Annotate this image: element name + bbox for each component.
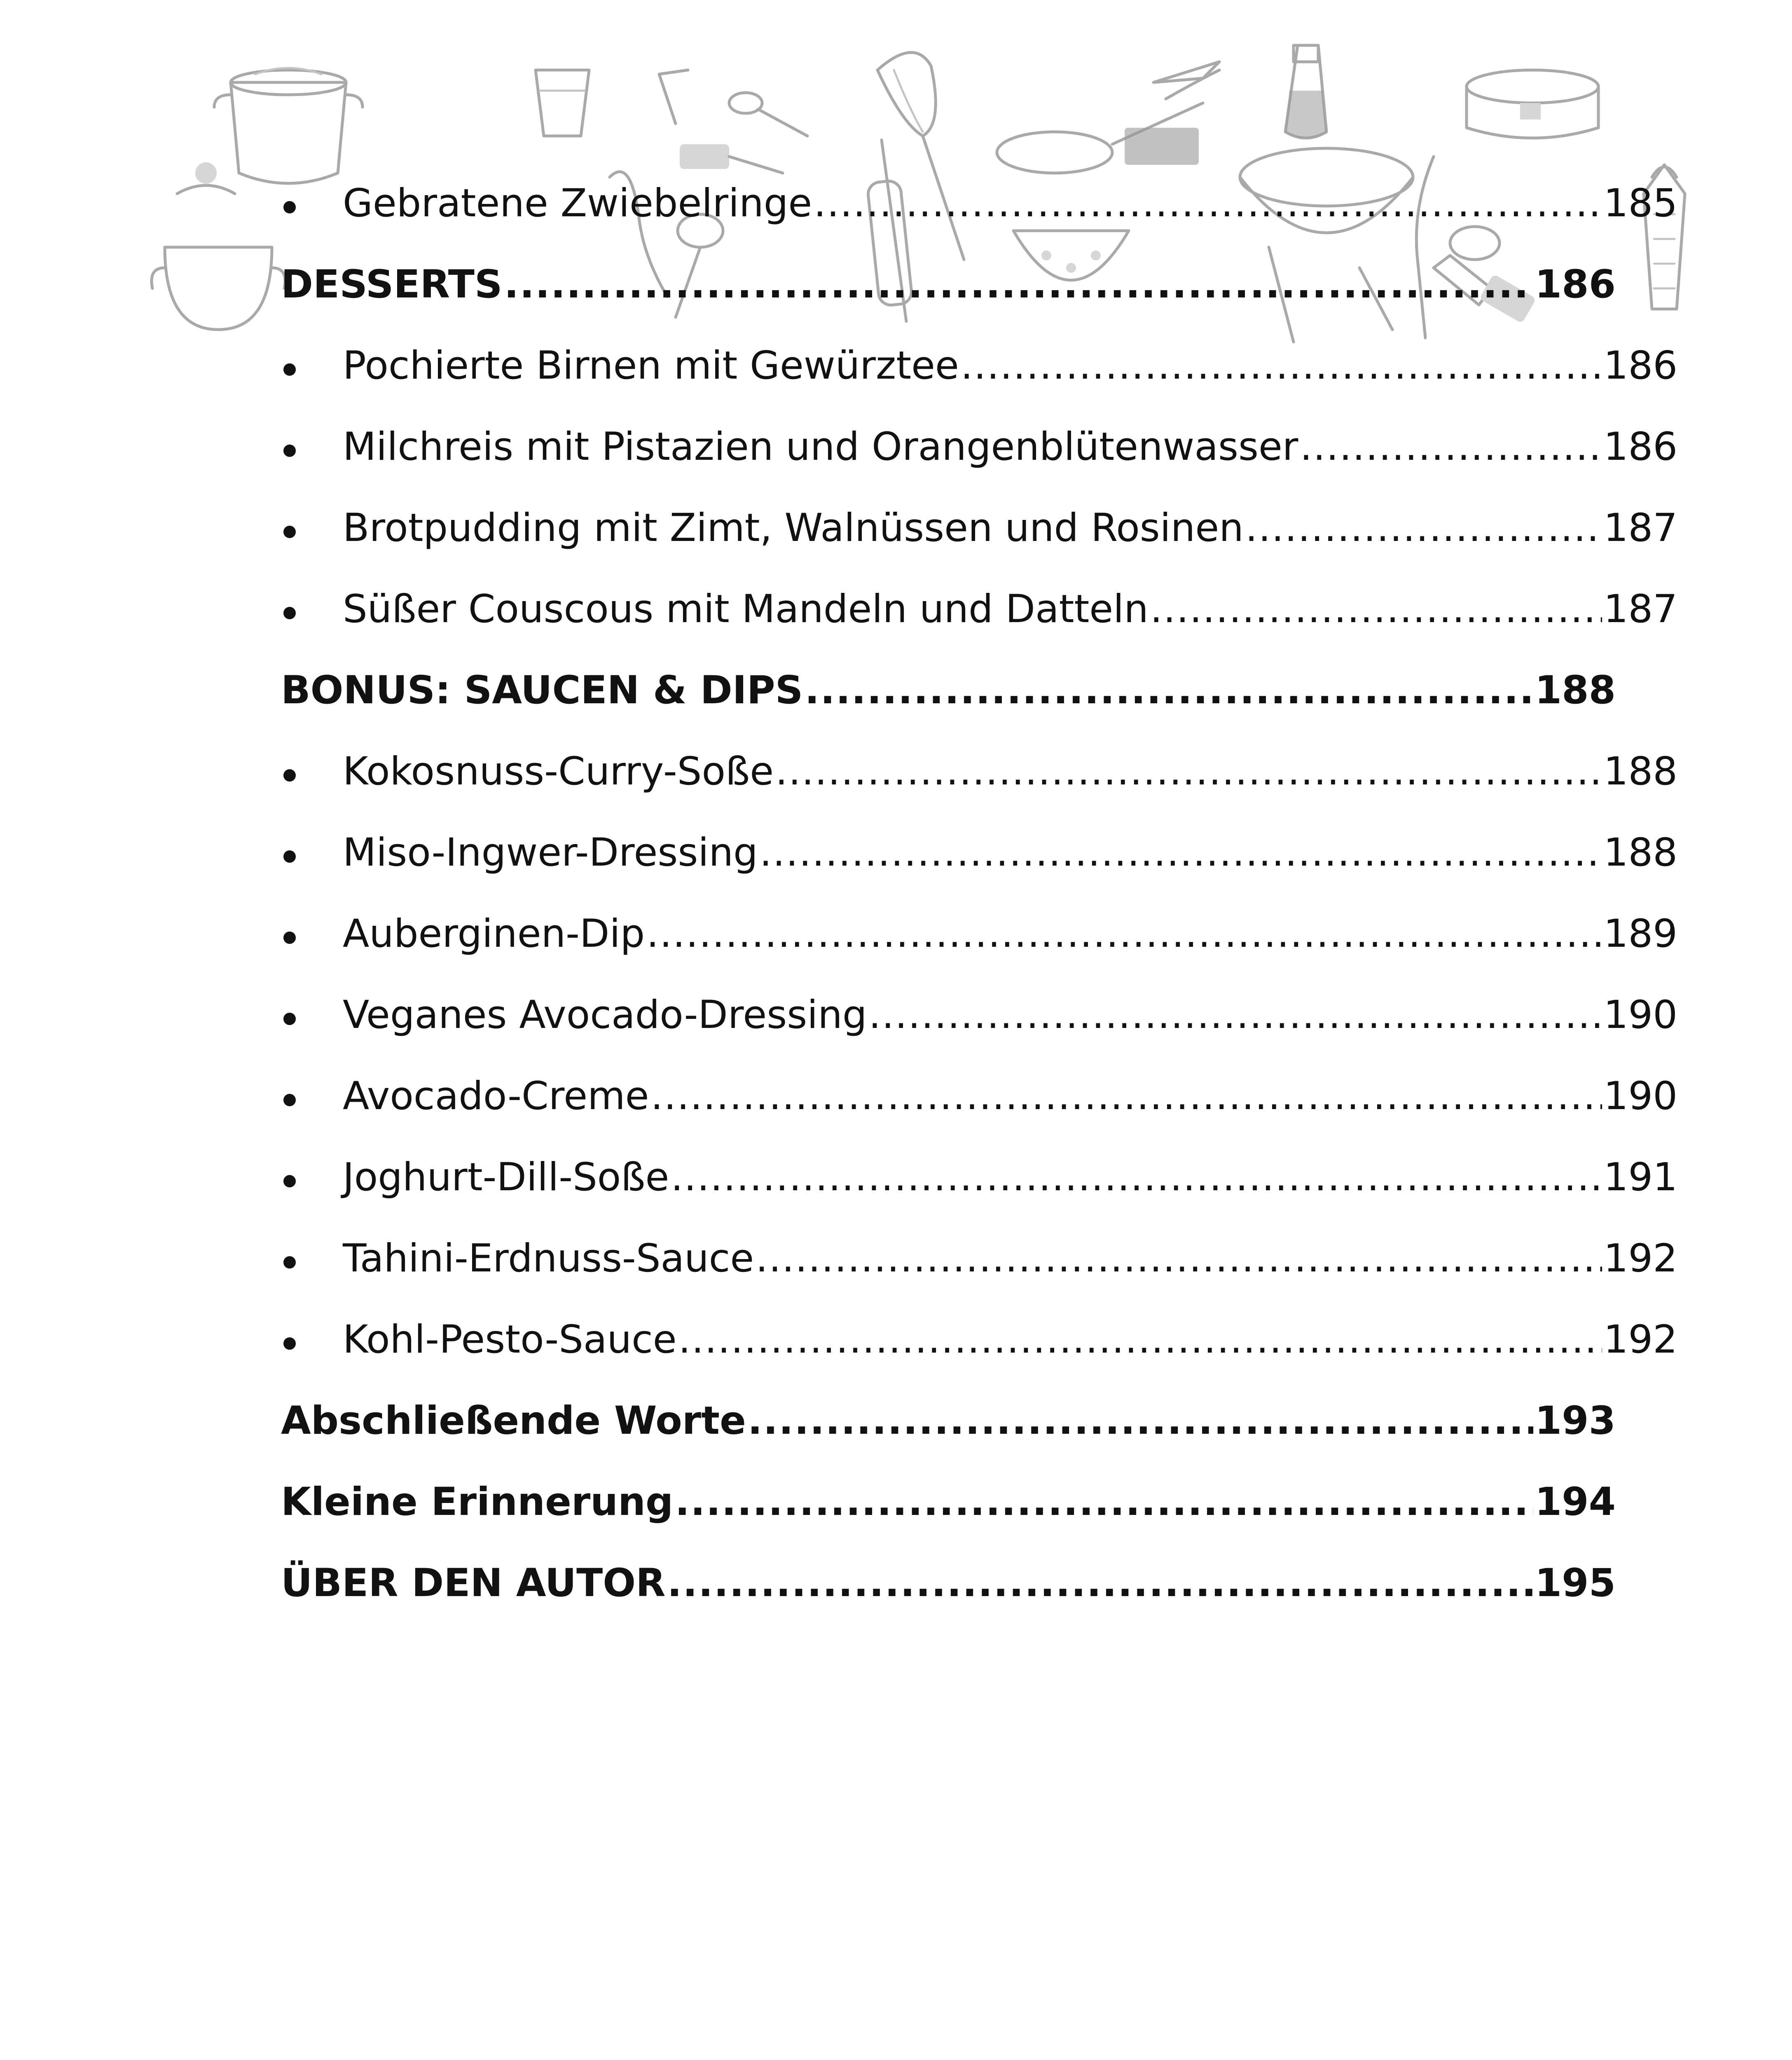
bullet-icon	[283, 445, 296, 457]
toc-entry-title: Süßer Couscous mit Mandeln und Datteln	[343, 586, 1149, 632]
toc-entry-title: Kohl-Pesto-Sauce	[343, 1317, 677, 1362]
toc-entry-title: Milchreis mit Pistazien und Orangenblütenwasser	[343, 424, 1298, 469]
dot-leader	[775, 752, 1602, 791]
toc-recipe-entry[interactable]	[281, 893, 1677, 974]
toc-entry-line	[281, 1236, 1677, 1281]
dot-leader	[814, 184, 1602, 223]
toc-entry-line	[281, 1479, 1616, 1524]
dot-leader	[651, 1077, 1602, 1116]
toc-section-entry[interactable]	[281, 1461, 1616, 1543]
dot-leader	[961, 346, 1602, 385]
knife-icon	[1153, 62, 1219, 99]
toc-recipe-entry[interactable]	[281, 163, 1677, 244]
toc-entry-title: Kleine Erinnerung	[281, 1479, 674, 1524]
sugar-bowl-icon	[152, 162, 285, 330]
toc-entry-line	[281, 1560, 1616, 1606]
dot-leader	[760, 833, 1602, 872]
toc-section-entry[interactable]	[281, 1380, 1616, 1461]
dot-leader	[756, 1239, 1602, 1278]
toc-recipe-entry[interactable]	[281, 325, 1677, 406]
toc-page-number: 188	[1535, 667, 1616, 713]
dot-leader	[675, 1483, 1533, 1522]
toc-entry-title: Gebratene Zwiebelringe	[343, 180, 812, 226]
toc-page-number: 188	[1603, 749, 1677, 794]
bullet-icon	[283, 363, 296, 376]
toc-entry-line	[281, 505, 1677, 550]
bullet-icon	[283, 850, 296, 863]
toc-entry-line	[281, 749, 1677, 794]
glass-icon	[536, 70, 589, 136]
toc-page-number: 195	[1535, 1560, 1616, 1606]
bullet-icon	[283, 769, 296, 782]
measuring-spoons-icon	[659, 70, 807, 173]
toc-page-number: 193	[1535, 1398, 1616, 1443]
toc-recipe-entry[interactable]	[281, 487, 1677, 569]
dot-leader	[667, 1564, 1533, 1603]
table-of-contents	[281, 163, 1677, 1624]
bullet-icon	[283, 607, 296, 619]
toc-entry-line	[281, 911, 1677, 956]
toc-entry-line	[281, 262, 1616, 307]
toc-entry-line	[281, 424, 1677, 469]
bullet-icon	[283, 1175, 296, 1187]
bullet-icon	[283, 932, 296, 944]
toc-section-entry[interactable]	[281, 244, 1616, 325]
toc-entry-title: Tahini-Erdnuss-Sauce	[343, 1236, 754, 1281]
dot-leader	[646, 915, 1602, 953]
dot-leader	[504, 265, 1533, 304]
toc-page-number: 187	[1603, 505, 1677, 550]
toc-recipe-entry[interactable]	[281, 1299, 1677, 1380]
toc-page-number: 194	[1535, 1479, 1616, 1524]
toc-recipe-entry[interactable]	[281, 1218, 1677, 1299]
toc-entry-line	[281, 180, 1677, 226]
dot-leader	[1300, 428, 1602, 466]
toc-entry-title: Miso-Ingwer-Dressing	[343, 830, 758, 875]
bullet-icon	[283, 1256, 296, 1269]
toc-page-number: 187	[1603, 586, 1677, 632]
toc-entry-line	[281, 586, 1677, 632]
pitcher-icon	[1285, 45, 1326, 138]
bullet-icon	[283, 1337, 296, 1350]
toc-page-number: 186	[1603, 343, 1677, 388]
toc-page-number: 186	[1603, 424, 1677, 469]
toc-page-number: 192	[1603, 1236, 1677, 1281]
toc-page-number: 186	[1535, 262, 1616, 307]
toc-section-entry[interactable]	[281, 650, 1616, 731]
toc-entry-line	[281, 830, 1677, 875]
toc-recipe-entry[interactable]	[281, 569, 1677, 650]
toc-recipe-entry[interactable]	[281, 974, 1677, 1056]
bullet-icon	[283, 526, 296, 538]
bullet-icon	[283, 1013, 296, 1025]
toc-entry-title: Pochierte Birnen mit Gewürztee	[343, 343, 959, 388]
bullet-icon	[283, 1094, 296, 1106]
dot-leader	[869, 996, 1602, 1035]
toc-page-number: 189	[1603, 911, 1677, 956]
toc-page-number: 192	[1603, 1317, 1677, 1362]
dot-leader	[748, 1402, 1533, 1440]
toc-entry-line	[281, 1073, 1677, 1119]
toc-page-number: 190	[1603, 1073, 1677, 1119]
dot-leader	[678, 1320, 1602, 1359]
toc-recipe-entry[interactable]	[281, 1056, 1677, 1137]
toc-entry-line	[281, 1154, 1677, 1200]
toc-recipe-entry[interactable]	[281, 731, 1677, 812]
toc-recipe-entry[interactable]	[281, 1137, 1677, 1218]
toc-entry-line	[281, 667, 1616, 713]
toc-entry-line	[281, 1398, 1616, 1443]
toc-entry-title: ÜBER DEN AUTOR	[281, 1560, 666, 1606]
toc-entry-title: DESSERTS	[281, 262, 503, 307]
toc-entry-line	[281, 343, 1677, 388]
dot-leader	[805, 671, 1533, 710]
toc-entry-title: Brotpudding mit Zimt, Walnüssen und Rosinen	[343, 505, 1244, 550]
dot-leader	[671, 1158, 1602, 1197]
toc-page-number: 190	[1603, 992, 1677, 1037]
toc-entry-title: Auberginen-Dip	[343, 911, 645, 956]
toc-entry-title: BONUS: SAUCEN & DIPS	[281, 667, 803, 713]
toc-entry-title: Abschließende Worte	[281, 1398, 746, 1443]
toc-entry-title: Kokosnuss-Curry-Soße	[343, 749, 774, 794]
toc-section-entry[interactable]	[281, 1543, 1616, 1624]
toc-entry-title: Avocado-Creme	[343, 1073, 649, 1119]
toc-entry-line	[281, 992, 1677, 1037]
cake-tin-icon	[1467, 70, 1598, 138]
toc-recipe-entry[interactable]	[281, 406, 1677, 487]
toc-entry-line	[281, 1317, 1677, 1362]
toc-entry-title: Joghurt-Dill-Soße	[343, 1154, 669, 1200]
toc-recipe-entry[interactable]	[281, 812, 1677, 893]
dot-leader	[1245, 509, 1602, 548]
dot-leader	[1150, 590, 1602, 629]
toc-page-number: 191	[1603, 1154, 1677, 1200]
toc-page-number: 188	[1603, 830, 1677, 875]
toc-entry-title: Veganes Avocado-Dressing	[343, 992, 867, 1037]
toc-page-number: 185	[1603, 180, 1677, 226]
bullet-icon	[283, 201, 296, 213]
